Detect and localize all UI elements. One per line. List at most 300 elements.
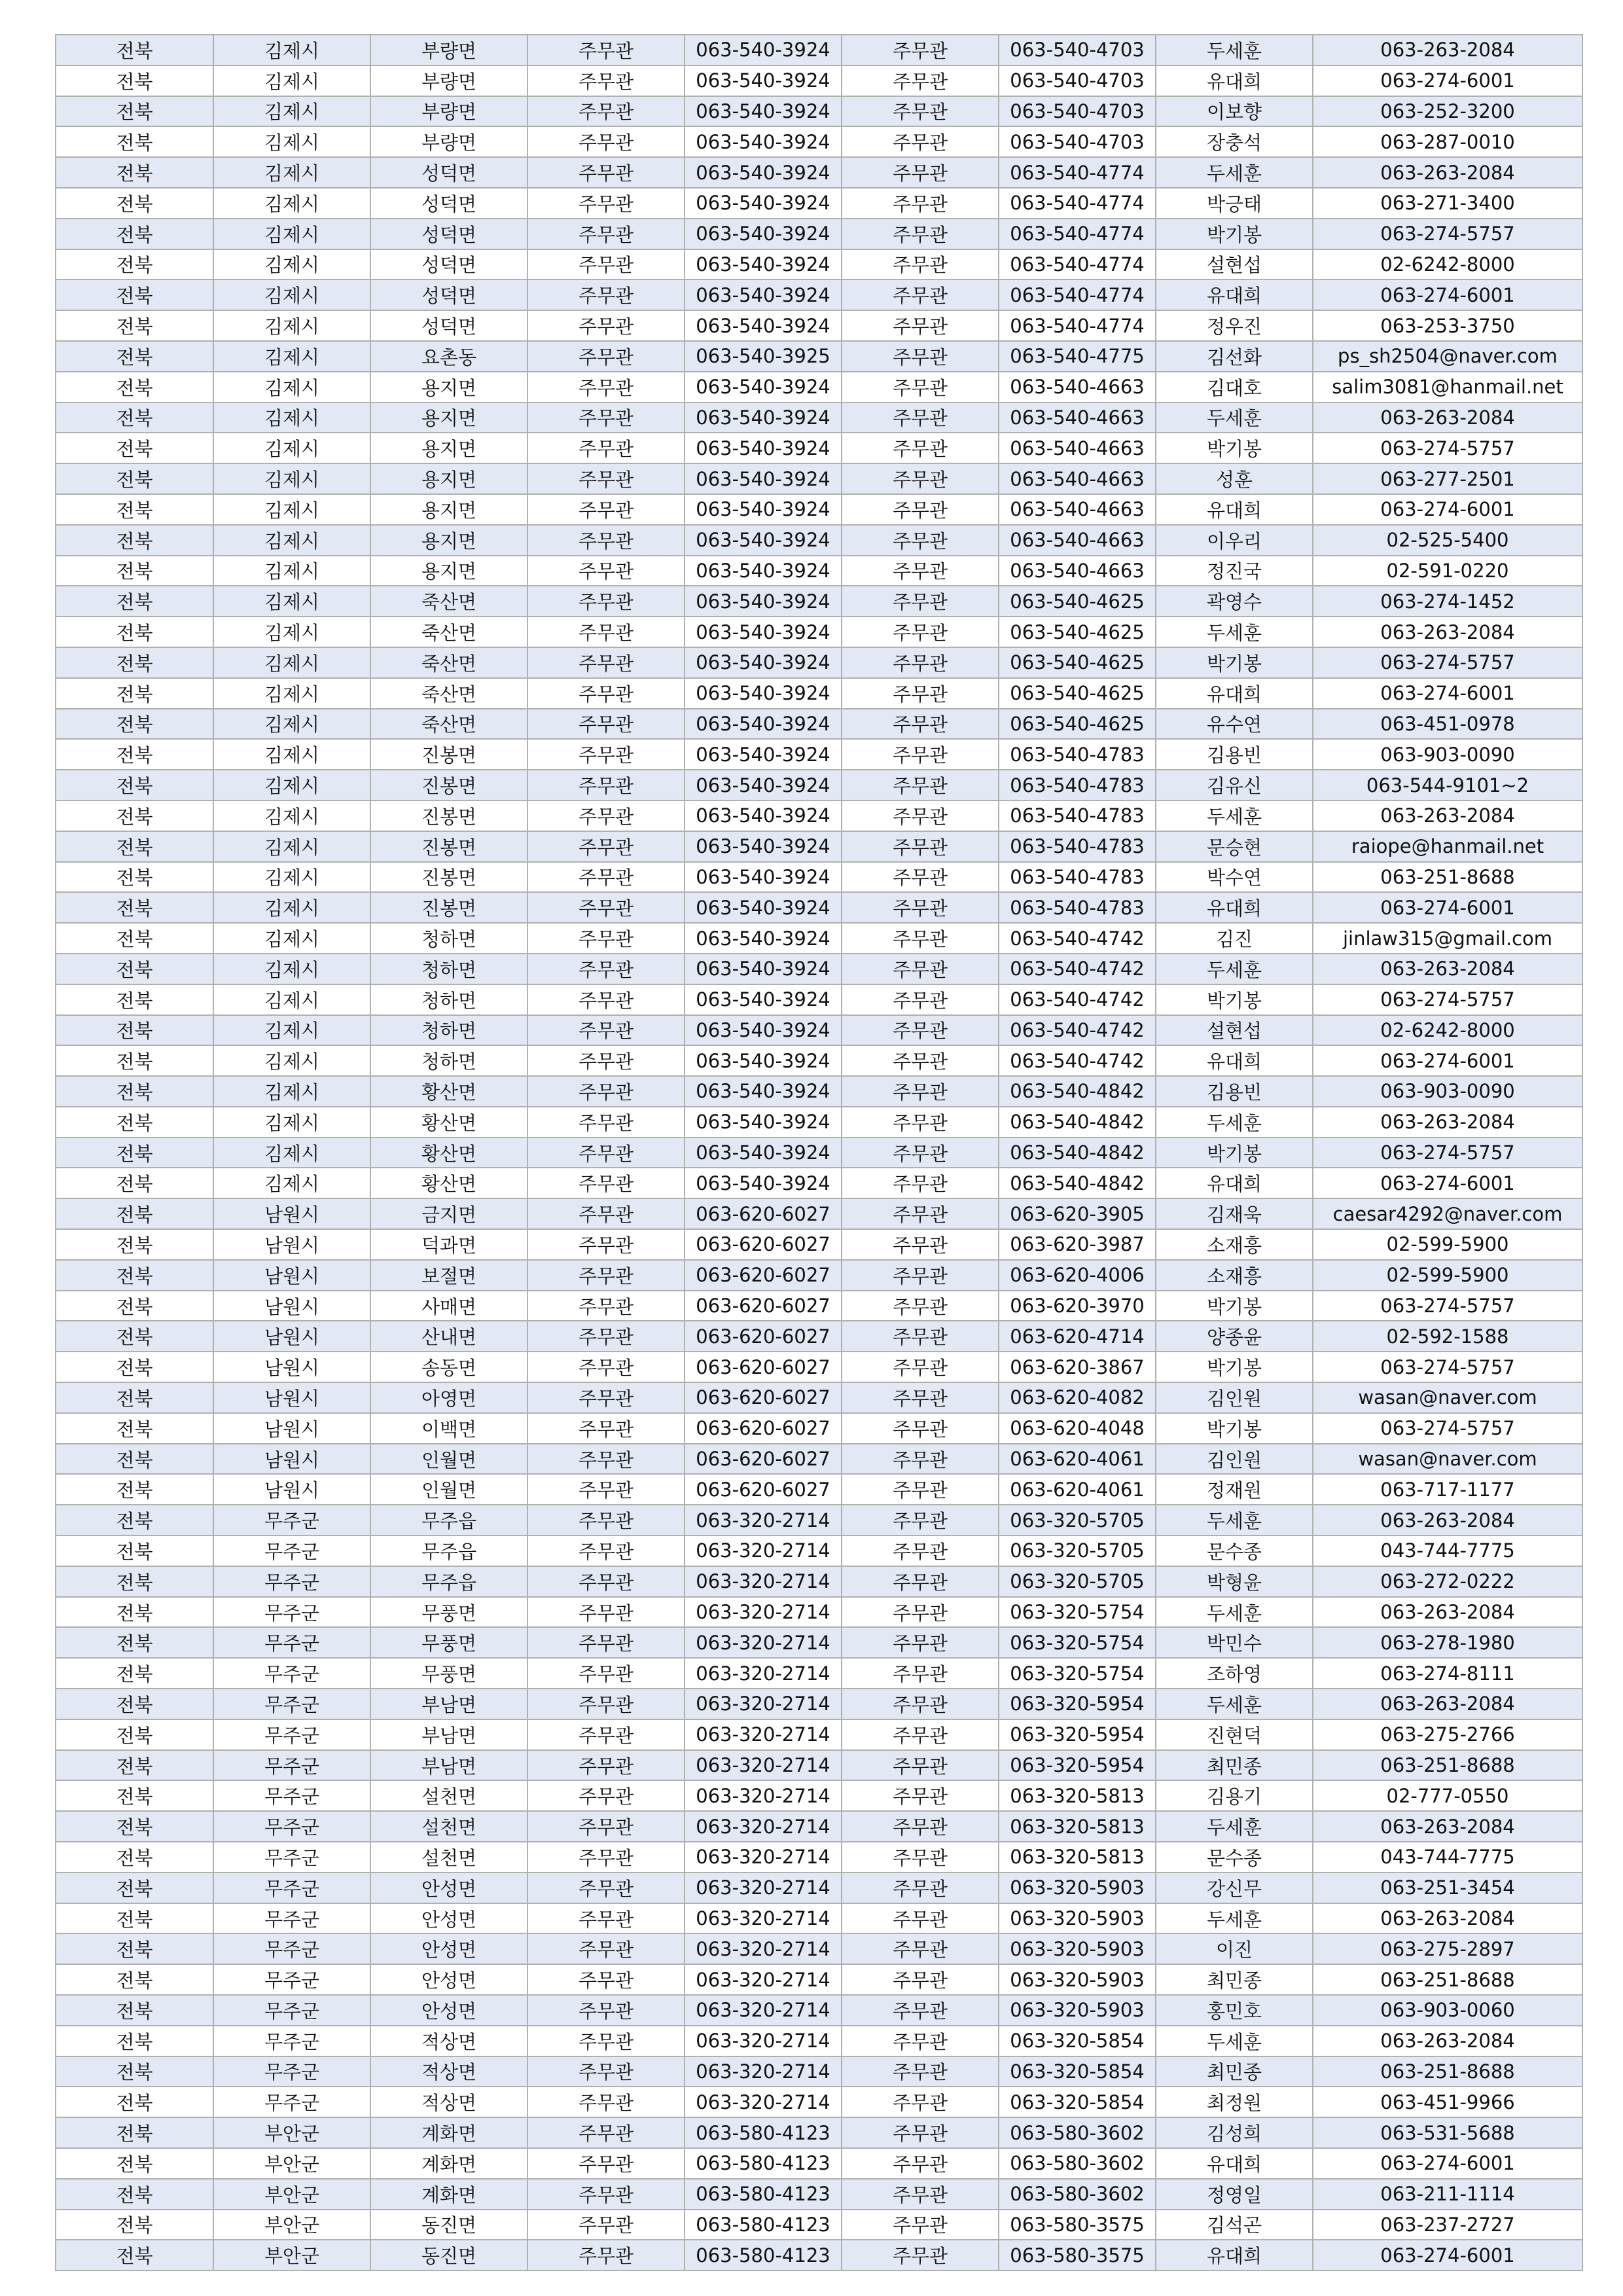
cell-officer-phone-1: 063-540-3924: [685, 923, 842, 954]
table-row: [56, 1382, 1582, 1413]
cell-contact-name: 박기봉: [1156, 1413, 1313, 1444]
cell-officer-title-1: 주무관: [527, 831, 685, 862]
cell-contact-name: 최민종: [1156, 2056, 1313, 2087]
cell-officer-phone-1: 063-540-3924: [685, 1045, 842, 1076]
cell-officer-title-1: 주무관: [527, 586, 685, 617]
cell-contact-info: caesar4292@naver.com: [1313, 1198, 1582, 1229]
table-row: [56, 157, 1582, 188]
cell-officer-phone-1: 063-320-2714: [685, 1964, 842, 1995]
cell-officer-title-2: 주무관: [842, 1198, 999, 1229]
cell-officer-phone-1: 063-320-2714: [685, 1627, 842, 1658]
cell-region: 전북: [56, 1750, 213, 1781]
cell-district: 인월면: [370, 1474, 527, 1505]
table-row: [56, 1535, 1582, 1566]
cell-city: 김제시: [213, 800, 370, 831]
cell-officer-title-1: 주무관: [527, 1291, 685, 1321]
cell-contact-info: 063-274-6001: [1313, 678, 1582, 709]
cell-region: 전북: [56, 1566, 213, 1597]
cell-officer-phone-1: 063-580-4123: [685, 2179, 842, 2210]
cell-officer-phone-2: 063-320-5705: [999, 1505, 1156, 1535]
table-row: [56, 2087, 1582, 2117]
cell-city: 부안군: [213, 2117, 370, 2148]
cell-city: 김제시: [213, 1138, 370, 1168]
cell-region: 전북: [56, 1689, 213, 1719]
cell-officer-title-1: 주무관: [527, 1658, 685, 1689]
cell-officer-title-2: 주무관: [842, 954, 999, 984]
cell-district: 무풍면: [370, 1627, 527, 1658]
cell-contact-name: 김성희: [1156, 2117, 1313, 2148]
cell-region: 전북: [56, 1229, 213, 1260]
cell-district: 계화면: [370, 2148, 527, 2179]
cell-city: 김제시: [213, 556, 370, 586]
cell-contact-name: 강신무: [1156, 1873, 1313, 1903]
cell-officer-title-2: 주무관: [842, 770, 999, 800]
cell-contact-info: 063-274-6001: [1313, 279, 1582, 310]
contact-table: [55, 34, 1583, 2271]
cell-region: 전북: [56, 1535, 213, 1566]
cell-officer-title-1: 주무관: [527, 678, 685, 709]
cell-region: 전북: [56, 770, 213, 800]
cell-contact-info: 063-251-3454: [1313, 1873, 1582, 1903]
cell-officer-title-1: 주무관: [527, 126, 685, 157]
cell-contact-info: 063-263-2084: [1313, 617, 1582, 647]
cell-contact-info: 063-252-3200: [1313, 96, 1582, 127]
cell-city: 남원시: [213, 1352, 370, 1382]
table-row: [56, 1995, 1582, 2026]
cell-city: 무주군: [213, 1535, 370, 1566]
cell-officer-phone-1: 063-540-3924: [685, 770, 842, 800]
table-row: [56, 923, 1582, 954]
cell-contact-info: 063-274-5757: [1313, 1291, 1582, 1321]
cell-officer-phone-1: 063-540-3924: [685, 678, 842, 709]
cell-district: 적상면: [370, 2087, 527, 2117]
cell-district: 계화면: [370, 2179, 527, 2210]
cell-contact-name: 김유신: [1156, 770, 1313, 800]
cell-contact-info: 063-263-2084: [1313, 2026, 1582, 2056]
cell-officer-phone-2: 063-540-4625: [999, 678, 1156, 709]
cell-region: 전북: [56, 2056, 213, 2087]
cell-contact-name: 정우진: [1156, 310, 1313, 341]
cell-officer-phone-1: 063-320-2714: [685, 1995, 842, 2026]
cell-officer-title-2: 주무관: [842, 1168, 999, 1198]
table-row: [56, 2148, 1582, 2179]
table-row: [56, 1444, 1582, 1475]
cell-officer-phone-1: 063-320-2714: [685, 1903, 842, 1934]
cell-officer-title-1: 주무관: [527, 1719, 685, 1750]
cell-contact-name: 두세훈: [1156, 954, 1313, 984]
table-row: [56, 126, 1582, 157]
cell-region: 전북: [56, 463, 213, 494]
cell-contact-info: 063-274-5757: [1313, 219, 1582, 249]
cell-contact-info: 063-263-2084: [1313, 35, 1582, 65]
cell-contact-info: jinlaw315@gmail.com: [1313, 923, 1582, 954]
cell-contact-name: 유대희: [1156, 2240, 1313, 2270]
cell-contact-name: 설현섭: [1156, 1015, 1313, 1046]
cell-contact-name: 유대희: [1156, 494, 1313, 525]
cell-officer-phone-2: 063-540-4663: [999, 433, 1156, 463]
cell-officer-phone-2: 063-620-3970: [999, 1291, 1156, 1321]
cell-contact-name: 두세훈: [1156, 617, 1313, 647]
cell-officer-title-2: 주무관: [842, 1474, 999, 1505]
cell-officer-phone-1: 063-540-3924: [685, 219, 842, 249]
cell-officer-title-2: 주무관: [842, 96, 999, 127]
cell-contact-info: 063-263-2084: [1313, 403, 1582, 433]
cell-officer-phone-1: 063-540-3924: [685, 892, 842, 923]
cell-officer-phone-2: 063-620-4006: [999, 1260, 1156, 1291]
cell-district: 성덕면: [370, 310, 527, 341]
cell-officer-phone-2: 063-540-4842: [999, 1138, 1156, 1168]
cell-officer-title-2: 주무관: [842, 2148, 999, 2179]
cell-contact-info: 063-274-5757: [1313, 433, 1582, 463]
cell-district: 안성면: [370, 1903, 527, 1934]
cell-contact-name: 김용빈: [1156, 739, 1313, 770]
cell-officer-phone-2: 063-540-4842: [999, 1076, 1156, 1107]
cell-contact-info: 063-274-5757: [1313, 984, 1582, 1015]
cell-region: 전북: [56, 219, 213, 249]
cell-contact-info: 063-451-0978: [1313, 709, 1582, 740]
cell-officer-title-2: 주무관: [842, 2056, 999, 2087]
cell-district: 청하면: [370, 984, 527, 1015]
cell-contact-info: 063-274-6001: [1313, 892, 1582, 923]
cell-officer-phone-1: 063-540-3924: [685, 984, 842, 1015]
cell-officer-title-2: 주무관: [842, 1505, 999, 1535]
table-row: [56, 188, 1582, 219]
cell-district: 죽산면: [370, 709, 527, 740]
cell-officer-title-2: 주무관: [842, 1229, 999, 1260]
cell-region: 전북: [56, 279, 213, 310]
cell-officer-phone-1: 063-540-3924: [685, 65, 842, 96]
cell-district: 황산면: [370, 1076, 527, 1107]
cell-officer-title-1: 주무관: [527, 494, 685, 525]
cell-officer-phone-1: 063-540-3924: [685, 249, 842, 280]
cell-contact-info: 063-274-6001: [1313, 2148, 1582, 2179]
cell-region: 전북: [56, 2087, 213, 2117]
cell-district: 이백면: [370, 1413, 527, 1444]
cell-district: 용지면: [370, 463, 527, 494]
cell-contact-name: 박기봉: [1156, 219, 1313, 249]
cell-district: 황산면: [370, 1107, 527, 1138]
cell-officer-phone-2: 063-320-5903: [999, 1995, 1156, 2026]
cell-contact-name: 두세훈: [1156, 2026, 1313, 2056]
cell-officer-title-2: 주무관: [842, 2179, 999, 2210]
cell-officer-phone-1: 063-620-6027: [685, 1198, 842, 1229]
cell-contact-name: 문수종: [1156, 1535, 1313, 1566]
cell-officer-title-2: 주무관: [842, 372, 999, 403]
cell-contact-name: 이우리: [1156, 525, 1313, 556]
cell-officer-phone-1: 063-320-2714: [685, 2056, 842, 2087]
cell-city: 무주군: [213, 1933, 370, 1964]
cell-district: 적상면: [370, 2056, 527, 2087]
cell-district: 용지면: [370, 372, 527, 403]
cell-contact-info: 063-263-2084: [1313, 1903, 1582, 1934]
cell-city: 김제시: [213, 494, 370, 525]
cell-officer-phone-1: 063-320-2714: [685, 1873, 842, 1903]
table-row: [56, 1107, 1582, 1138]
cell-officer-phone-1: 063-540-3924: [685, 463, 842, 494]
cell-contact-info: 063-275-2897: [1313, 1933, 1582, 1964]
cell-officer-phone-1: 063-320-2714: [685, 1566, 842, 1597]
cell-city: 무주군: [213, 1597, 370, 1628]
table-row: [56, 2240, 1582, 2270]
cell-contact-name: 두세훈: [1156, 1689, 1313, 1719]
cell-officer-title-2: 주무관: [842, 2210, 999, 2240]
cell-officer-title-2: 주무관: [842, 556, 999, 586]
cell-region: 전북: [56, 249, 213, 280]
cell-city: 김제시: [213, 862, 370, 893]
cell-city: 무주군: [213, 1505, 370, 1535]
cell-region: 전북: [56, 2179, 213, 2210]
cell-officer-phone-1: 063-540-3924: [685, 157, 842, 188]
cell-contact-info: wasan@naver.com: [1313, 1382, 1582, 1413]
cell-officer-phone-2: 063-320-5854: [999, 2026, 1156, 2056]
cell-officer-phone-1: 063-580-4123: [685, 2148, 842, 2179]
cell-region: 전북: [56, 2117, 213, 2148]
table-row: [56, 403, 1582, 433]
cell-contact-info: 063-237-2727: [1313, 2210, 1582, 2240]
table-row: [56, 1658, 1582, 1689]
cell-contact-name: 두세훈: [1156, 403, 1313, 433]
cell-officer-title-2: 주무관: [842, 126, 999, 157]
cell-district: 부남면: [370, 1689, 527, 1719]
cell-officer-phone-1: 063-540-3924: [685, 954, 842, 984]
table-row: [56, 65, 1582, 96]
cell-district: 금지면: [370, 1198, 527, 1229]
cell-officer-title-1: 주무관: [527, 1107, 685, 1138]
cell-region: 전북: [56, 678, 213, 709]
cell-contact-info: 02-6242-8000: [1313, 249, 1582, 280]
cell-region: 전북: [56, 831, 213, 862]
cell-region: 전북: [56, 433, 213, 463]
cell-district: 청하면: [370, 1015, 527, 1046]
cell-city: 무주군: [213, 1903, 370, 1934]
cell-officer-phone-1: 063-540-3925: [685, 341, 842, 372]
cell-region: 전북: [56, 403, 213, 433]
cell-contact-name: 김용빈: [1156, 1076, 1313, 1107]
cell-officer-title-2: 주무관: [842, 1780, 999, 1811]
cell-officer-title-1: 주무관: [527, 1933, 685, 1964]
table-row: [56, 1505, 1582, 1535]
cell-region: 전북: [56, 2026, 213, 2056]
cell-officer-phone-2: 063-540-4774: [999, 157, 1156, 188]
cell-district: 무주읍: [370, 1535, 527, 1566]
cell-officer-phone-1: 063-540-3924: [685, 525, 842, 556]
cell-district: 진봉면: [370, 800, 527, 831]
cell-contact-info: 063-903-0090: [1313, 1076, 1582, 1107]
cell-city: 김제시: [213, 279, 370, 310]
cell-district: 안성면: [370, 1933, 527, 1964]
cell-officer-phone-2: 063-540-4742: [999, 954, 1156, 984]
cell-contact-name: 이진: [1156, 1933, 1313, 1964]
cell-officer-title-1: 주무관: [527, 556, 685, 586]
cell-district: 성덕면: [370, 188, 527, 219]
cell-region: 전북: [56, 188, 213, 219]
cell-officer-title-1: 주무관: [527, 1903, 685, 1934]
cell-officer-title-2: 주무관: [842, 1535, 999, 1566]
cell-city: 김제시: [213, 770, 370, 800]
cell-officer-title-2: 주무관: [842, 65, 999, 96]
cell-officer-title-1: 주무관: [527, 65, 685, 96]
cell-region: 전북: [56, 1198, 213, 1229]
cell-district: 계화면: [370, 2117, 527, 2148]
cell-region: 전북: [56, 2240, 213, 2270]
cell-officer-title-2: 주무관: [842, 1138, 999, 1168]
cell-district: 보절면: [370, 1260, 527, 1291]
cell-contact-name: 박형윤: [1156, 1566, 1313, 1597]
cell-region: 전북: [56, 1413, 213, 1444]
cell-officer-phone-2: 063-540-4774: [999, 188, 1156, 219]
cell-officer-phone-2: 063-320-5754: [999, 1627, 1156, 1658]
cell-contact-info: 063-531-5688: [1313, 2117, 1582, 2148]
cell-officer-title-1: 주무관: [527, 1505, 685, 1535]
cell-contact-name: 유대희: [1156, 65, 1313, 96]
cell-officer-phone-2: 063-580-3602: [999, 2179, 1156, 2210]
cell-officer-phone-2: 063-540-4663: [999, 556, 1156, 586]
cell-officer-phone-2: 063-540-4783: [999, 800, 1156, 831]
table-row: [56, 372, 1582, 403]
cell-officer-phone-2: 063-540-4783: [999, 770, 1156, 800]
cell-officer-title-2: 주무관: [842, 525, 999, 556]
cell-contact-info: 02-592-1588: [1313, 1321, 1582, 1352]
cell-city: 무주군: [213, 2056, 370, 2087]
cell-officer-phone-1: 063-540-3924: [685, 647, 842, 678]
cell-officer-phone-1: 063-620-6027: [685, 1444, 842, 1475]
cell-city: 김제시: [213, 341, 370, 372]
cell-region: 전북: [56, 157, 213, 188]
cell-contact-name: 홍민호: [1156, 1995, 1313, 2026]
cell-officer-title-1: 주무관: [527, 2026, 685, 2056]
cell-district: 부량면: [370, 65, 527, 96]
cell-contact-name: 소재흥: [1156, 1229, 1313, 1260]
cell-city: 김제시: [213, 586, 370, 617]
cell-city: 김제시: [213, 1015, 370, 1046]
cell-district: 설천면: [370, 1842, 527, 1873]
cell-city: 김제시: [213, 647, 370, 678]
cell-officer-phone-1: 063-540-3924: [685, 35, 842, 65]
cell-officer-phone-2: 063-580-3602: [999, 2117, 1156, 2148]
cell-region: 전북: [56, 1076, 213, 1107]
cell-officer-title-1: 주무관: [527, 800, 685, 831]
cell-officer-title-2: 주무관: [842, 1597, 999, 1628]
cell-contact-info: raiope@hanmail.net: [1313, 831, 1582, 862]
cell-contact-name: 김선화: [1156, 341, 1313, 372]
cell-officer-title-1: 주무관: [527, 1842, 685, 1873]
cell-officer-phone-2: 063-620-4714: [999, 1321, 1156, 1352]
cell-officer-phone-2: 063-540-4783: [999, 831, 1156, 862]
cell-city: 김제시: [213, 35, 370, 65]
cell-district: 용지면: [370, 494, 527, 525]
cell-officer-phone-1: 063-580-4123: [685, 2117, 842, 2148]
cell-officer-phone-1: 063-320-2714: [685, 2026, 842, 2056]
cell-officer-title-2: 주무관: [842, 1413, 999, 1444]
cell-contact-name: 유대희: [1156, 1168, 1313, 1198]
cell-officer-phone-2: 063-320-5813: [999, 1780, 1156, 1811]
cell-officer-title-2: 주무관: [842, 800, 999, 831]
cell-contact-name: 김석곤: [1156, 2210, 1313, 2240]
cell-officer-phone-1: 063-540-3924: [685, 862, 842, 893]
table-row: [56, 1842, 1582, 1873]
cell-city: 김제시: [213, 954, 370, 984]
cell-district: 무풍면: [370, 1658, 527, 1689]
cell-region: 전북: [56, 1444, 213, 1475]
table-row: [56, 279, 1582, 310]
table-row: [56, 35, 1582, 65]
table-row: [56, 739, 1582, 770]
cell-officer-title-1: 주무관: [527, 1873, 685, 1903]
cell-city: 무주군: [213, 1780, 370, 1811]
cell-officer-phone-1: 063-540-3924: [685, 1076, 842, 1107]
cell-officer-title-2: 주무관: [842, 1260, 999, 1291]
cell-officer-title-2: 주무관: [842, 709, 999, 740]
cell-district: 용지면: [370, 403, 527, 433]
cell-officer-title-1: 주무관: [527, 1168, 685, 1198]
cell-officer-phone-1: 063-540-3924: [685, 96, 842, 127]
table-row: [56, 1260, 1582, 1291]
cell-city: 김제시: [213, 984, 370, 1015]
cell-district: 부량면: [370, 126, 527, 157]
cell-city: 김제시: [213, 617, 370, 647]
cell-contact-name: 곽영수: [1156, 586, 1313, 617]
cell-officer-title-1: 주무관: [527, 249, 685, 280]
cell-city: 남원시: [213, 1260, 370, 1291]
cell-city: 무주군: [213, 1719, 370, 1750]
cell-city: 부안군: [213, 2148, 370, 2179]
cell-contact-name: 양종윤: [1156, 1321, 1313, 1352]
cell-city: 김제시: [213, 678, 370, 709]
cell-officer-phone-1: 063-620-6027: [685, 1291, 842, 1321]
cell-contact-info: 063-272-0222: [1313, 1566, 1582, 1597]
cell-officer-title-2: 주무관: [842, 1658, 999, 1689]
cell-district: 성덕면: [370, 249, 527, 280]
cell-officer-title-2: 주무관: [842, 831, 999, 862]
cell-contact-info: 063-287-0010: [1313, 126, 1582, 157]
cell-region: 전북: [56, 372, 213, 403]
cell-city: 김제시: [213, 372, 370, 403]
cell-officer-title-2: 주무관: [842, 463, 999, 494]
cell-officer-phone-2: 063-620-4061: [999, 1444, 1156, 1475]
cell-region: 전북: [56, 862, 213, 893]
cell-contact-name: 진현덕: [1156, 1719, 1313, 1750]
cell-city: 김제시: [213, 923, 370, 954]
cell-region: 전북: [56, 556, 213, 586]
cell-contact-info: 063-263-2084: [1313, 800, 1582, 831]
cell-contact-name: 유대희: [1156, 892, 1313, 923]
cell-officer-phone-1: 063-320-2714: [685, 1597, 842, 1628]
cell-contact-info: 063-253-3750: [1313, 310, 1582, 341]
cell-region: 전북: [56, 1260, 213, 1291]
cell-region: 전북: [56, 1719, 213, 1750]
cell-officer-title-2: 주무관: [842, 1719, 999, 1750]
cell-contact-info: 063-211-1114: [1313, 2179, 1582, 2210]
cell-city: 남원시: [213, 1229, 370, 1260]
cell-officer-phone-2: 063-540-4774: [999, 219, 1156, 249]
cell-contact-name: 박수연: [1156, 862, 1313, 893]
table-row: [56, 310, 1582, 341]
cell-contact-info: 063-274-6001: [1313, 1045, 1582, 1076]
cell-officer-title-1: 주무관: [527, 1535, 685, 1566]
cell-officer-phone-2: 063-540-4775: [999, 341, 1156, 372]
cell-officer-phone-2: 063-540-4774: [999, 279, 1156, 310]
table-row: [56, 1168, 1582, 1198]
cell-officer-phone-2: 063-540-4663: [999, 463, 1156, 494]
cell-city: 김제시: [213, 433, 370, 463]
cell-contact-info: 063-274-5757: [1313, 1138, 1582, 1168]
cell-region: 전북: [56, 1811, 213, 1842]
cell-district: 진봉면: [370, 862, 527, 893]
cell-region: 전북: [56, 310, 213, 341]
cell-officer-title-2: 주무관: [842, 1903, 999, 1934]
cell-region: 전북: [56, 617, 213, 647]
cell-officer-title-2: 주무관: [842, 310, 999, 341]
